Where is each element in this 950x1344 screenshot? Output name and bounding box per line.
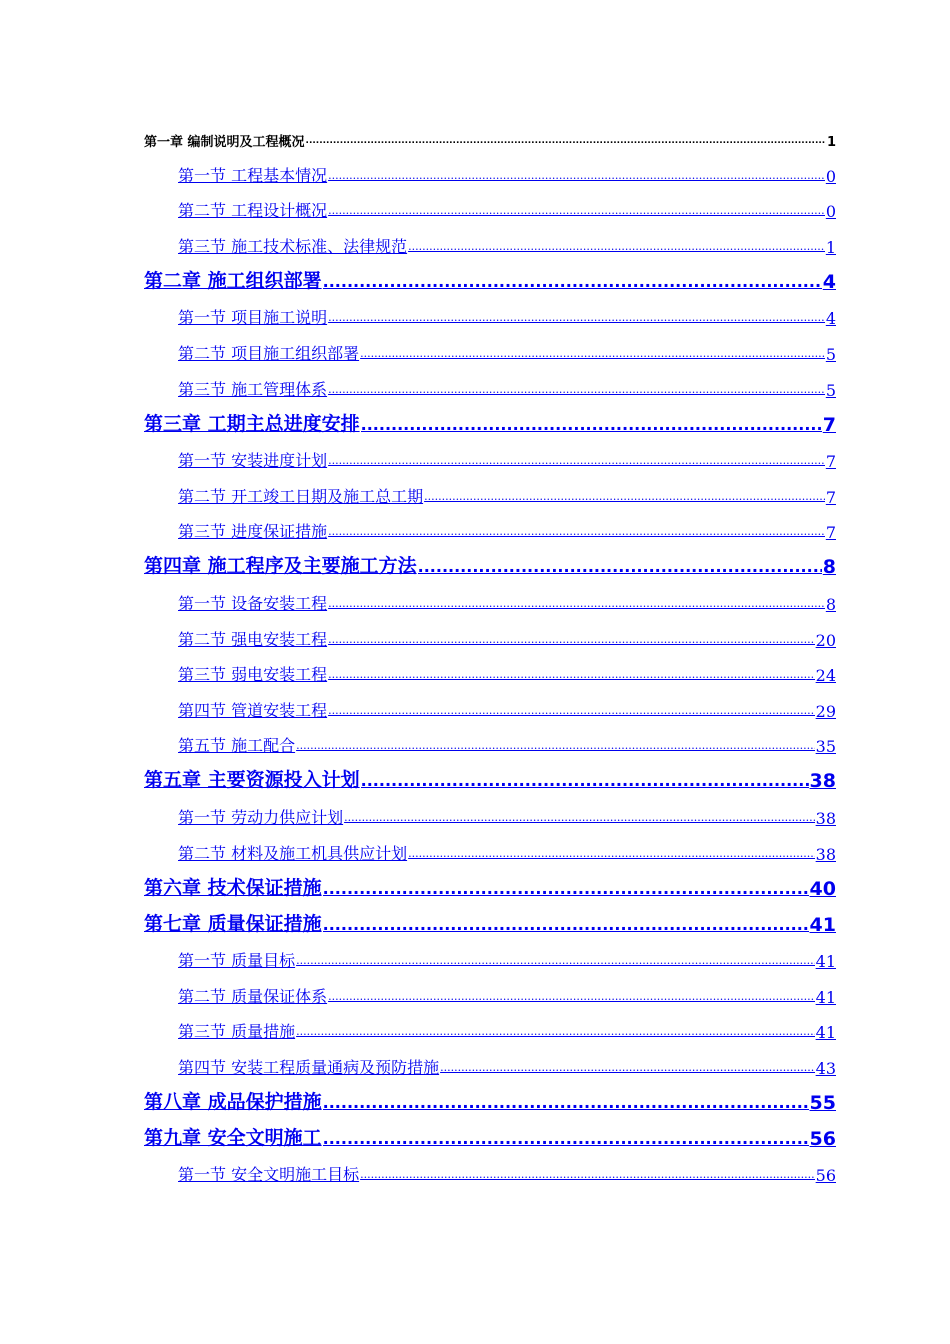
toc-entry-title: 第三章 工期主总进度安排 [144, 409, 360, 436]
toc-entry-chapter-9[interactable] [144, 1114, 836, 1150]
toc-entry-chapter-1[interactable] [144, 124, 836, 150]
toc-entry-title: 第三节 进度保证措施 [178, 519, 327, 542]
toc-entry-ch2-section-2[interactable] [144, 328, 836, 364]
toc-entry-ch4-section-2[interactable] [144, 614, 836, 650]
toc-entry-page: 7 [825, 452, 836, 472]
toc-entry-ch5-section-1[interactable] [144, 792, 836, 828]
toc-entry-title: 第一章 编制说明及工程概况 [144, 131, 305, 150]
toc-entry-ch2-section-3[interactable] [144, 364, 836, 400]
dot-leader [328, 701, 815, 721]
dot-leader [328, 308, 825, 328]
toc-entry-page: 56 [815, 1166, 836, 1186]
toc-entry-ch4-section-5[interactable] [144, 721, 836, 757]
dot-leader [328, 522, 825, 542]
toc-entry-page: 5 [825, 344, 836, 364]
dot-leader [328, 594, 825, 614]
toc-entry-title: 第一节 设备安装工程 [178, 591, 327, 614]
dot-leader [323, 1092, 809, 1114]
dot-leader [323, 914, 809, 936]
dot-leader [360, 344, 825, 364]
dot-leader [296, 951, 815, 971]
dot-leader [424, 487, 825, 507]
toc-entry-chapter-4[interactable] [144, 542, 836, 578]
toc-entry-title: 第二节 强电安装工程 [178, 627, 327, 650]
toc-entry-ch3-section-1[interactable] [144, 436, 836, 472]
toc-entry-title: 第三节 弱电安装工程 [178, 662, 327, 685]
toc-entry-title: 第三节 质量措施 [178, 1019, 295, 1042]
toc-entry-page: 55 [809, 1091, 836, 1114]
toc-entry-page: 41 [815, 987, 836, 1007]
dot-leader [328, 166, 825, 186]
toc-entry-page: 1 [826, 135, 836, 150]
toc-entry-chapter-3[interactable] [144, 400, 836, 436]
toc-entry-title: 第一节 工程基本情况 [178, 163, 327, 186]
toc-entry-page: 7 [825, 487, 836, 507]
toc-entry-ch5-section-2[interactable] [144, 828, 836, 864]
toc-entry-page: 35 [815, 737, 836, 757]
toc-entry-ch1-section-1[interactable] [144, 150, 836, 186]
toc-entry-ch2-section-1[interactable] [144, 293, 836, 329]
toc-entry-title: 第二节 材料及施工机具供应计划 [178, 841, 407, 864]
toc-entry-page: 0 [825, 166, 836, 186]
toc-entry-title: 第三节 施工管理体系 [178, 377, 327, 400]
toc-entry-title: 第一节 劳动力供应计划 [178, 805, 343, 828]
dot-leader [328, 451, 825, 471]
toc-entry-page: 5 [825, 380, 836, 400]
toc-entry-page: 41 [815, 1023, 836, 1043]
toc-entry-title: 第七章 质量保证措施 [144, 909, 322, 936]
dot-leader [360, 1165, 815, 1185]
dot-leader [361, 770, 809, 792]
toc-entry-page: 38 [809, 770, 836, 793]
dot-leader [328, 630, 815, 650]
toc-entry-ch4-section-3[interactable] [144, 650, 836, 686]
toc-entry-ch1-section-3[interactable] [144, 221, 836, 257]
toc-entry-ch4-section-4[interactable] [144, 685, 836, 721]
toc-entry-ch7-section-1[interactable] [144, 936, 836, 972]
dot-leader [328, 665, 815, 685]
toc-entry-ch3-section-3[interactable] [144, 507, 836, 543]
toc-entry-title: 第三节 施工技术标准、法律规范 [178, 234, 407, 257]
toc-entry-title: 第六章 技术保证措施 [144, 873, 322, 900]
toc-entry-page: 0 [825, 202, 836, 222]
toc-entry-ch7-section-4[interactable] [144, 1042, 836, 1078]
toc-entry-title: 第二节 项目施工组织部署 [178, 341, 359, 364]
toc-entry-page: 8 [822, 556, 836, 579]
toc-entry-ch7-section-2[interactable] [144, 971, 836, 1007]
dot-leader [361, 414, 822, 436]
toc-entry-ch4-section-1[interactable] [144, 578, 836, 614]
dot-leader [323, 1128, 809, 1150]
dot-leader [323, 271, 822, 293]
toc-entry-title: 第九章 安全文明施工 [144, 1123, 322, 1150]
toc-entry-chapter-7[interactable] [144, 900, 836, 936]
toc-entry-ch9-section-1[interactable] [144, 1150, 836, 1186]
toc-entry-page: 1 [825, 237, 836, 257]
toc-entry-page: 41 [815, 952, 836, 972]
toc-entry-title: 第五章 主要资源投入计划 [144, 765, 360, 792]
toc-entry-page: 8 [825, 594, 836, 614]
dot-leader [328, 380, 825, 400]
toc-entry-page: 38 [815, 844, 836, 864]
toc-entry-title: 第二章 施工组织部署 [144, 266, 322, 293]
toc-entry-ch1-section-2[interactable] [144, 186, 836, 222]
toc-entry-page: 4 [822, 270, 836, 293]
toc-entry-page: 43 [815, 1058, 836, 1078]
toc-entry-chapter-8[interactable] [144, 1078, 836, 1114]
toc-entry-title: 第二节 工程设计概况 [178, 198, 327, 221]
dot-leader [328, 987, 815, 1007]
toc-entry-title: 第四节 安装工程质量通病及预防措施 [178, 1055, 439, 1078]
dot-leader [296, 1022, 815, 1042]
toc-entry-ch7-section-3[interactable] [144, 1007, 836, 1043]
toc-entry-title: 第一节 项目施工说明 [178, 305, 327, 328]
toc-entry-title: 第一节 安装进度计划 [178, 448, 327, 471]
dot-leader [296, 736, 815, 756]
toc-entry-title: 第四章 施工程序及主要施工方法 [144, 551, 417, 578]
toc-entry-chapter-2[interactable] [144, 257, 836, 293]
dot-leader [408, 237, 825, 257]
dot-leader [328, 201, 825, 221]
toc-entry-page: 24 [815, 666, 836, 686]
toc-entry-title: 第一节 安全文明施工目标 [178, 1162, 359, 1185]
dot-leader [418, 556, 822, 578]
toc-entry-title: 第二节 质量保证体系 [178, 984, 327, 1007]
toc-entry-title: 第二节 开工竣工日期及施工总工期 [178, 484, 423, 507]
toc-entry-title: 第八章 成品保护措施 [144, 1087, 322, 1114]
toc-entry-page: 56 [809, 1127, 836, 1150]
toc-entry-page: 7 [822, 413, 836, 436]
toc-entry-page: 7 [825, 523, 836, 543]
toc-entry-title: 第四节 管道安装工程 [178, 698, 327, 721]
toc-entry-page: 40 [809, 877, 836, 900]
dot-leader [323, 878, 809, 900]
toc-entry-page: 20 [815, 630, 836, 650]
dot-leader [306, 132, 826, 150]
toc-entry-chapter-6[interactable] [144, 864, 836, 900]
dot-leader [408, 844, 815, 864]
toc-entry-page: 38 [815, 808, 836, 828]
toc-entry-page: 41 [809, 913, 836, 936]
table-of-contents [144, 124, 836, 1185]
toc-entry-title: 第一节 质量目标 [178, 948, 295, 971]
toc-entry-page: 4 [825, 309, 836, 329]
toc-entry-chapter-5[interactable] [144, 756, 836, 792]
toc-entry-ch3-section-2[interactable] [144, 471, 836, 507]
dot-leader [344, 808, 815, 828]
toc-entry-page: 29 [815, 701, 836, 721]
toc-entry-title: 第五节 施工配合 [178, 733, 295, 756]
dot-leader [440, 1058, 815, 1078]
